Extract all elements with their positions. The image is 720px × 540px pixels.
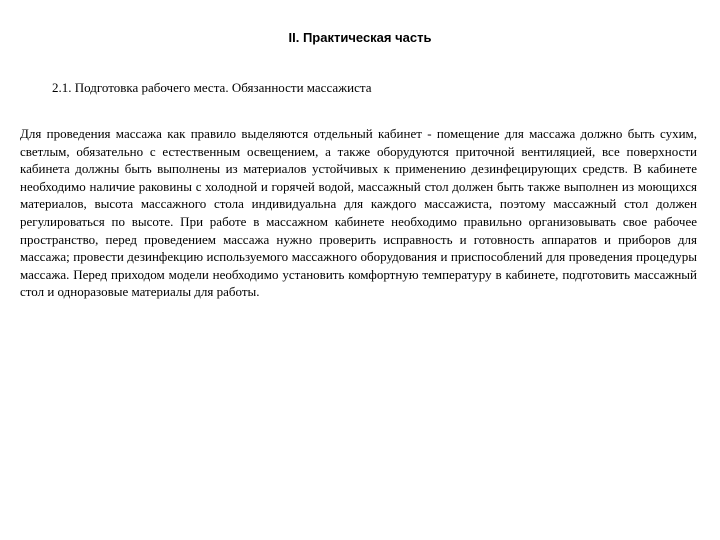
section-title: II. Практическая часть: [288, 30, 432, 45]
subsection-heading: 2.1. Подготовка рабочего места. Обязанности массажиста: [52, 80, 372, 95]
body-paragraph: Для проведения массажа как правило выделяются отдельный кабинет - помещение для массажа должно быть сухим, светлым, обязательно с естественным освещением, а также оборудуются приточной вентиляцией, все поверхности кабинета должны быть выполнены из материалов устойчивых к применению дезинфецирующих средств. В кабинете необходимо наличие раковины с холодной и горячей водой, массажный стол должен быть также выполнен из моющихся материалов, высота массажного стола индивидуальна для каждого массажиста, поэтому массажный стол должен регулироваться по высоте. При работе в массажном кабинете необходимо правильно организовывать свое рабочее пространство, перед проведением массажа нужно проверить исправность и готовность аппаратов и приборов для массажа; провести дезинфекцию используемого массажного оборудования и приспособлений для проведения процедуры массажа. Перед приходом модели необходимо установить комфортную температуру в кабинете, подготовить массажный стол и одноразовые материалы для работы.: [20, 126, 697, 300]
